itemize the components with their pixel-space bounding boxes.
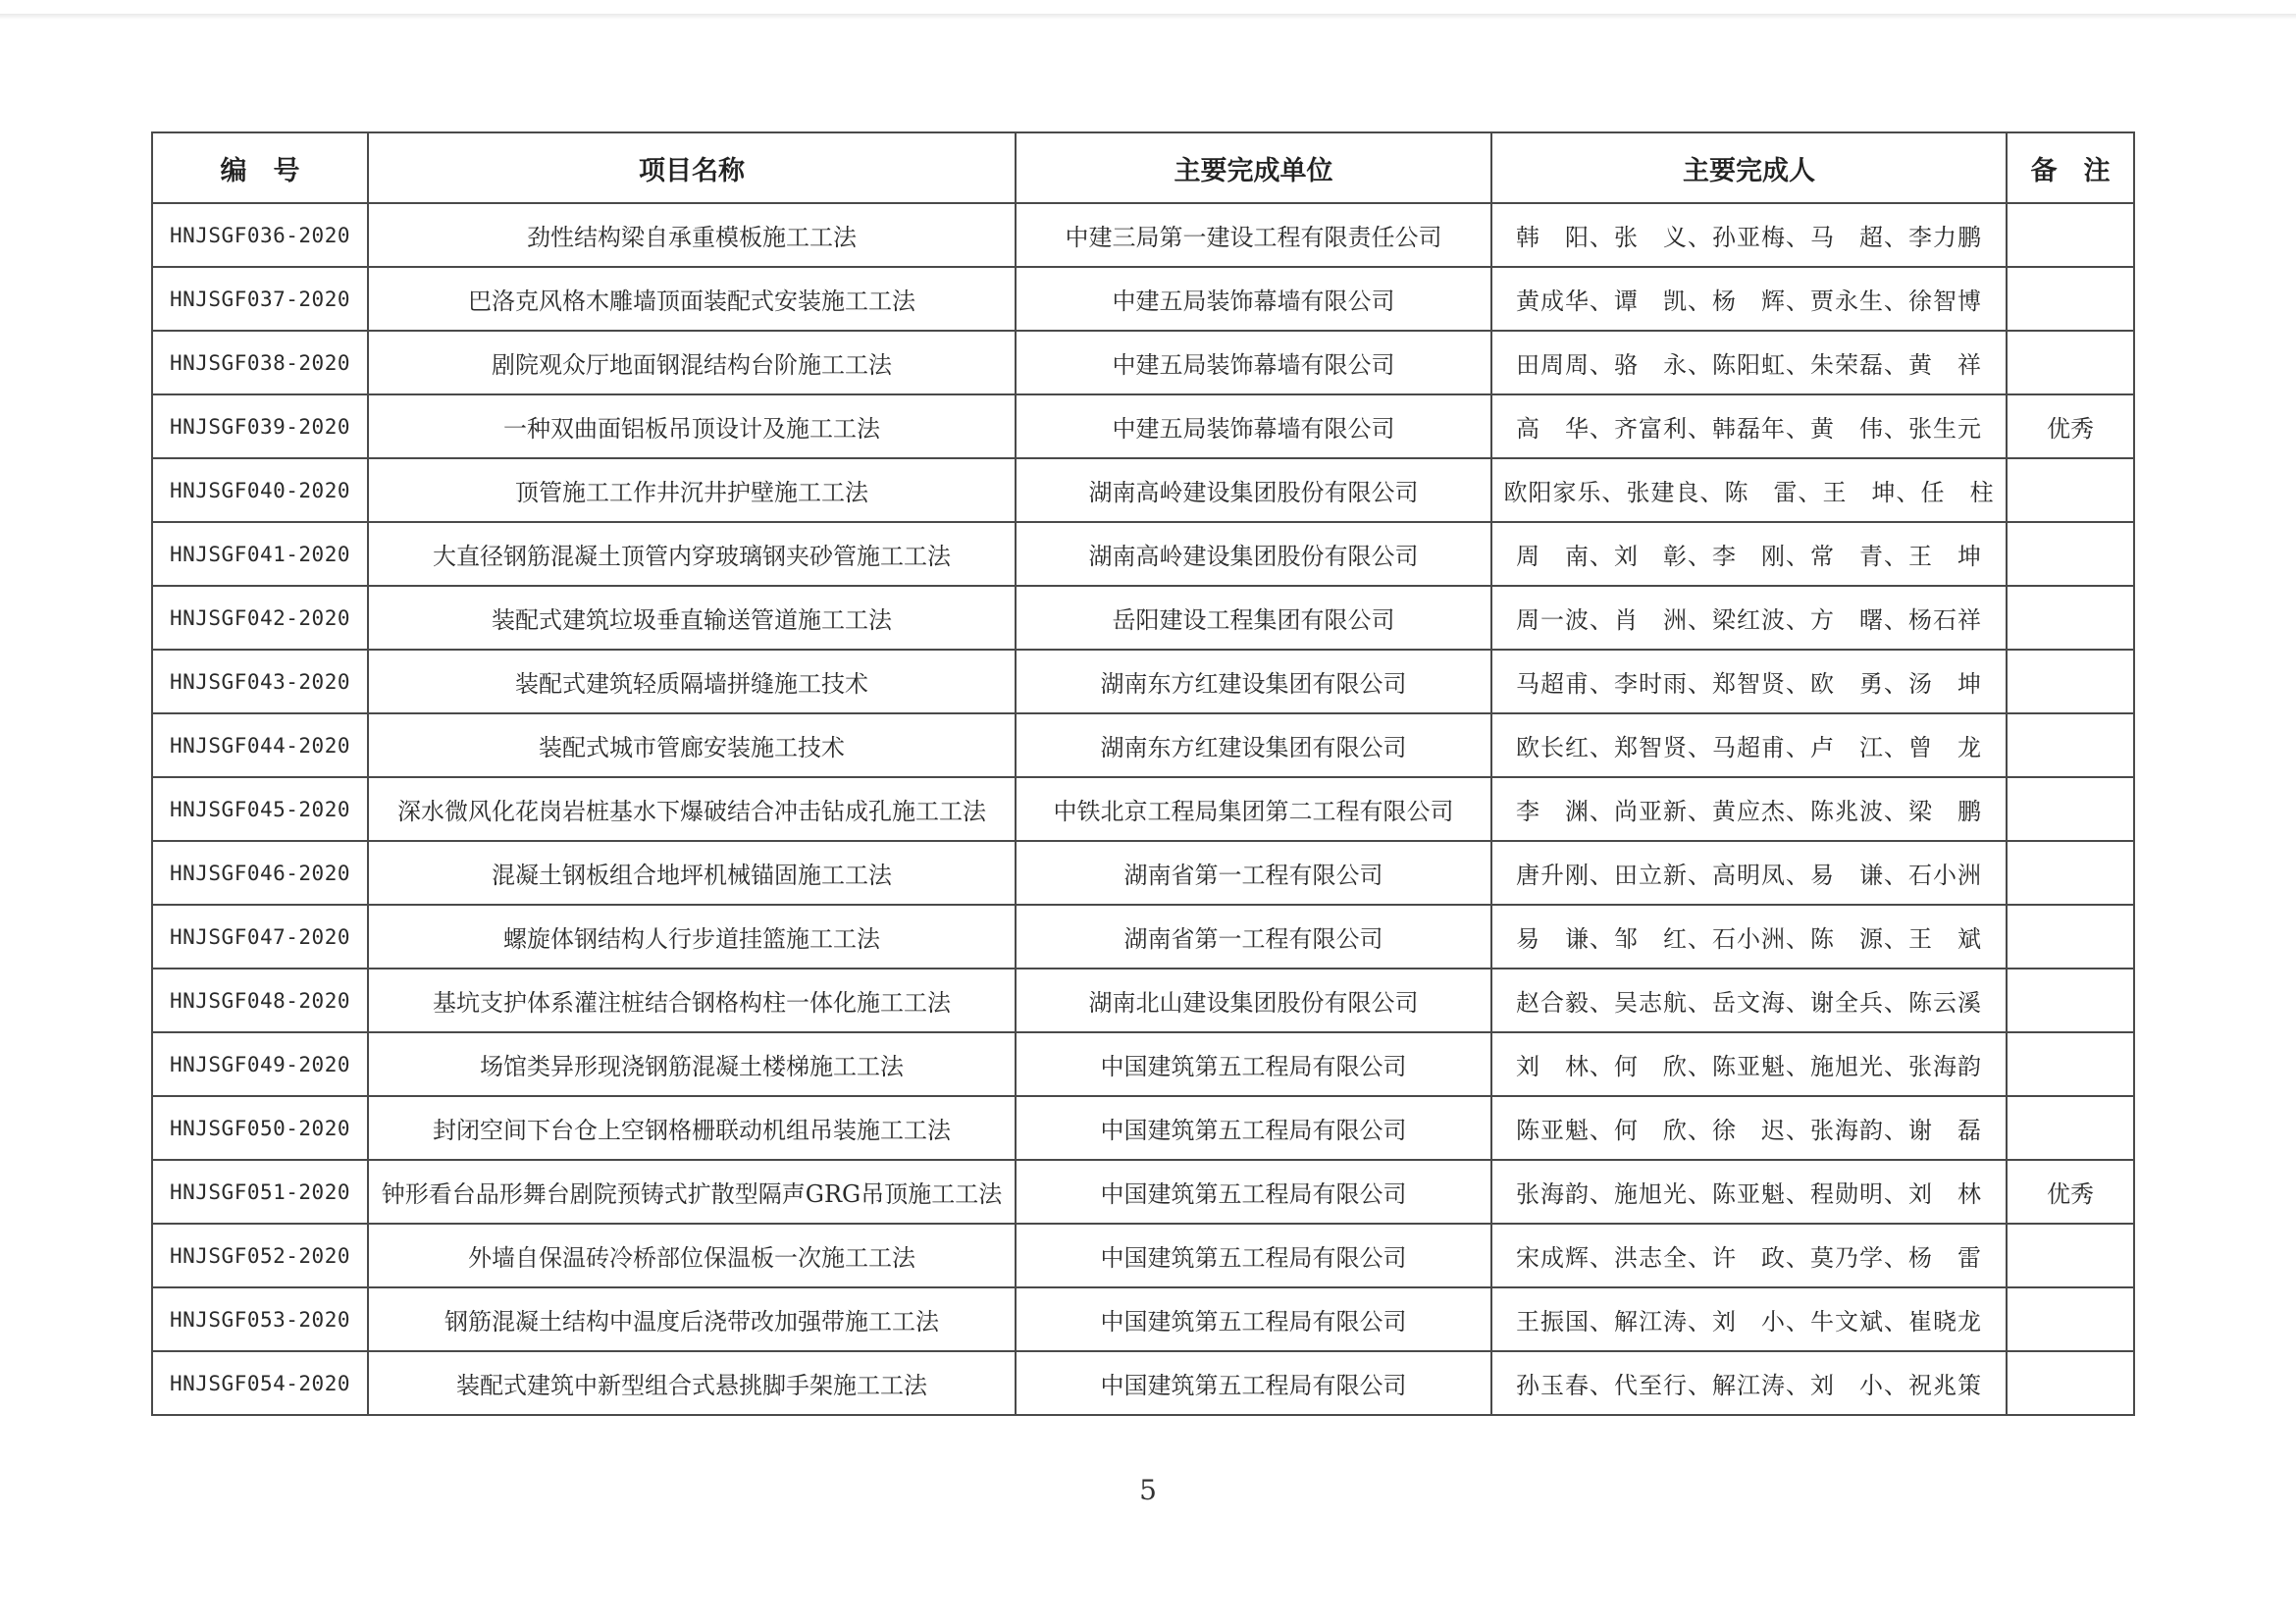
row-note (2007, 969, 2134, 1032)
row-people: 高 华、齐富利、韩磊年、黄 伟、张生元 (1491, 394, 2007, 458)
header-note: 备 注 (2007, 132, 2134, 203)
table-row (152, 1224, 2134, 1287)
row-project-name: 剧院观众厅地面钢混结构台阶施工工法 (368, 331, 1016, 394)
header-id: 编 号 (152, 132, 368, 203)
row-unit: 中国建筑第五工程局有限公司 (1016, 1096, 1491, 1160)
row-id: HNJSGF038-2020 (152, 331, 368, 394)
row-id: HNJSGF041-2020 (152, 522, 368, 586)
row-note (2007, 1224, 2134, 1287)
row-unit: 中建五局装饰幕墙有限公司 (1016, 394, 1491, 458)
row-note (2007, 203, 2134, 267)
table-row (152, 1351, 2134, 1415)
row-people: 刘 林、何 欣、陈亚魁、施旭光、张海韵 (1491, 1032, 2007, 1096)
row-project-name: 深水微风化花岗岩桩基水下爆破结合冲击钻成孔施工工法 (368, 777, 1016, 841)
row-project-name: 装配式建筑中新型组合式悬挑脚手架施工工法 (368, 1351, 1016, 1415)
table-row (152, 203, 2134, 267)
page-number: 5 (1139, 1474, 1157, 1506)
row-unit: 湖南北山建设集团股份有限公司 (1016, 969, 1491, 1032)
row-people: 孙玉春、代至行、解江涛、刘 小、祝兆策 (1491, 1351, 2007, 1415)
row-project-name: 钢筋混凝土结构中温度后浇带改加强带施工工法 (368, 1287, 1016, 1351)
scan-edge-shadow (0, 14, 2296, 20)
row-project-name: 场馆类异形现浇钢筋混凝土楼梯施工工法 (368, 1032, 1016, 1096)
row-id: HNJSGF051-2020 (152, 1160, 368, 1224)
row-note (2007, 586, 2134, 650)
table-row (152, 905, 2134, 969)
header-people: 主要完成人 (1491, 132, 2007, 203)
row-id: HNJSGF040-2020 (152, 458, 368, 522)
row-people: 马超甫、李时雨、郑智贤、欧 勇、汤 坤 (1491, 650, 2007, 713)
table-row (152, 331, 2134, 394)
row-id: HNJSGF054-2020 (152, 1351, 368, 1415)
row-unit: 中国建筑第五工程局有限公司 (1016, 1224, 1491, 1287)
row-note (2007, 905, 2134, 969)
row-id: HNJSGF036-2020 (152, 203, 368, 267)
row-id: HNJSGF044-2020 (152, 713, 368, 777)
row-project-name: 钟形看台品形舞台剧院预铸式扩散型隔声GRG吊顶施工工法 (368, 1160, 1016, 1224)
row-project-name: 劲性结构梁自承重模板施工工法 (368, 203, 1016, 267)
row-unit: 中国建筑第五工程局有限公司 (1016, 1032, 1491, 1096)
row-note (2007, 1351, 2134, 1415)
row-note: 优秀 (2007, 1160, 2134, 1224)
row-people: 赵合毅、吴志航、岳文海、谢全兵、陈云溪 (1491, 969, 2007, 1032)
row-note (2007, 458, 2134, 522)
row-note (2007, 1032, 2134, 1096)
table-row (152, 1160, 2134, 1224)
table-row (152, 458, 2134, 522)
table-row (152, 1096, 2134, 1160)
row-id: HNJSGF037-2020 (152, 267, 368, 331)
row-note (2007, 713, 2134, 777)
table-row (152, 522, 2134, 586)
row-note (2007, 650, 2134, 713)
row-project-name: 封闭空间下台仓上空钢格栅联动机组吊装施工工法 (368, 1096, 1016, 1160)
row-project-name: 装配式建筑垃圾垂直输送管道施工工法 (368, 586, 1016, 650)
row-unit: 中国建筑第五工程局有限公司 (1016, 1160, 1491, 1224)
row-people: 王振国、解江涛、刘 小、牛文斌、崔晓龙 (1491, 1287, 2007, 1351)
row-unit: 中国建筑第五工程局有限公司 (1016, 1351, 1491, 1415)
row-id: HNJSGF050-2020 (152, 1096, 368, 1160)
row-id: HNJSGF048-2020 (152, 969, 368, 1032)
header-unit: 主要完成单位 (1016, 132, 1491, 203)
row-people: 李 渊、尚亚新、黄应杰、陈兆波、梁 鹏 (1491, 777, 2007, 841)
row-people: 黄成华、谭 凯、杨 辉、贾永生、徐智博 (1491, 267, 2007, 331)
row-note (2007, 841, 2134, 905)
row-unit: 中建五局装饰幕墙有限公司 (1016, 267, 1491, 331)
row-people: 陈亚魁、何 欣、徐 迟、张海韵、谢 磊 (1491, 1096, 2007, 1160)
table-row (152, 1287, 2134, 1351)
row-unit: 湖南高岭建设集团股份有限公司 (1016, 458, 1491, 522)
row-people: 张海韵、施旭光、陈亚魁、程勋明、刘 林 (1491, 1160, 2007, 1224)
table-row (152, 841, 2134, 905)
row-note (2007, 522, 2134, 586)
row-unit: 中国建筑第五工程局有限公司 (1016, 1287, 1491, 1351)
row-project-name: 装配式城市管廊安装施工技术 (368, 713, 1016, 777)
row-id: HNJSGF039-2020 (152, 394, 368, 458)
row-unit: 中建三局第一建设工程有限责任公司 (1016, 203, 1491, 267)
row-project-name: 巴洛克风格木雕墙顶面装配式安装施工工法 (368, 267, 1016, 331)
row-people: 周一波、肖 洲、梁红波、方 曙、杨石祥 (1491, 586, 2007, 650)
row-unit: 岳阳建设工程集团有限公司 (1016, 586, 1491, 650)
row-people: 周 南、刘 彰、李 刚、常 青、王 坤 (1491, 522, 2007, 586)
row-project-name: 螺旋体钢结构人行步道挂篮施工工法 (368, 905, 1016, 969)
row-unit: 中铁北京工程局集团第二工程有限公司 (1016, 777, 1491, 841)
row-people: 欧阳家乐、张建良、陈 雷、王 坤、任 柱 (1491, 458, 2007, 522)
row-note (2007, 1096, 2134, 1160)
row-project-name: 基坑支护体系灌注桩结合钢格构柱一体化施工工法 (368, 969, 1016, 1032)
row-id: HNJSGF049-2020 (152, 1032, 368, 1096)
table-row (152, 777, 2134, 841)
row-unit: 湖南省第一工程有限公司 (1016, 841, 1491, 905)
row-id: HNJSGF053-2020 (152, 1287, 368, 1351)
row-unit: 湖南东方红建设集团有限公司 (1016, 650, 1491, 713)
table-row (152, 267, 2134, 331)
row-unit: 湖南东方红建设集团有限公司 (1016, 713, 1491, 777)
row-note (2007, 267, 2134, 331)
table-row (152, 586, 2134, 650)
row-unit: 中建五局装饰幕墙有限公司 (1016, 331, 1491, 394)
row-people: 宋成辉、洪志全、许 政、莫乃学、杨 雷 (1491, 1224, 2007, 1287)
row-id: HNJSGF047-2020 (152, 905, 368, 969)
row-note (2007, 1287, 2134, 1351)
row-id: HNJSGF042-2020 (152, 586, 368, 650)
row-people: 唐升刚、田立新、高明凤、易 谦、石小洲 (1491, 841, 2007, 905)
row-id: HNJSGF043-2020 (152, 650, 368, 713)
row-people: 田周周、骆 永、陈阳虹、朱荣磊、黄 祥 (1491, 331, 2007, 394)
row-project-name: 混凝土钢板组合地坪机械锚固施工工法 (368, 841, 1016, 905)
table-row (152, 713, 2134, 777)
row-project-name: 大直径钢筋混凝土顶管内穿玻璃钢夹砂管施工工法 (368, 522, 1016, 586)
row-project-name: 装配式建筑轻质隔墙拼缝施工技术 (368, 650, 1016, 713)
table-row (152, 969, 2134, 1032)
row-note (2007, 331, 2134, 394)
row-people: 韩 阳、张 义、孙亚梅、马 超、李力鹏 (1491, 203, 2007, 267)
row-people: 欧长红、郑智贤、马超甫、卢 江、曾 龙 (1491, 713, 2007, 777)
header-project-name: 项目名称 (368, 132, 1016, 203)
row-project-name: 外墙自保温砖冷桥部位保温板一次施工工法 (368, 1224, 1016, 1287)
row-id: HNJSGF045-2020 (152, 777, 368, 841)
row-unit: 湖南高岭建设集团股份有限公司 (1016, 522, 1491, 586)
row-project-name: 顶管施工工作井沉井护壁施工工法 (368, 458, 1016, 522)
table-row (152, 650, 2134, 713)
row-unit: 湖南省第一工程有限公司 (1016, 905, 1491, 969)
award-list-table (151, 131, 2135, 1416)
table-header-row (152, 132, 2134, 203)
row-note: 优秀 (2007, 394, 2134, 458)
row-id: HNJSGF046-2020 (152, 841, 368, 905)
row-people: 易 谦、邹 红、石小洲、陈 源、王 斌 (1491, 905, 2007, 969)
row-project-name: 一种双曲面铝板吊顶设计及施工工法 (368, 394, 1016, 458)
row-id: HNJSGF052-2020 (152, 1224, 368, 1287)
table-row (152, 1032, 2134, 1096)
row-note (2007, 777, 2134, 841)
table-row (152, 394, 2134, 458)
